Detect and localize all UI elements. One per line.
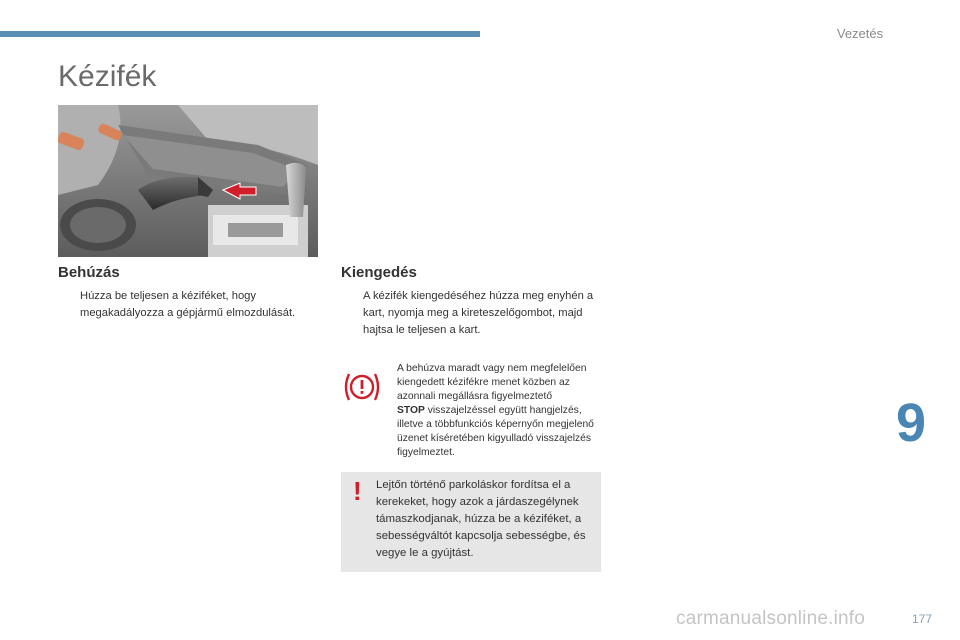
notice-text: Lejtőn történő parkoláskor fordítsa el a kerekeket, hogy azok a járdaszegélynek támaszkodjanak, húzza be a kéziféket, a sebességváltót kapcsolja sebességbe, és vegye le a gyújtást.: [376, 479, 586, 559]
notice-box: [341, 472, 601, 572]
kiengedes-bullet: [341, 288, 606, 339]
behuzas-bullet: [58, 288, 323, 322]
handbrake-photo: [58, 105, 318, 257]
warning-rest: visszajelzéssel együtt hangjelzés, illetve a többfunkciós képernyőn megjelenő üzenet kíséretében kigyulladó visszajelzés figyelmeztet.: [397, 405, 594, 458]
warning-intro: A behúzva maradt vagy nem megfelelően kiengedett kézifékre menet közben az azonnali megállásra figyelmeztető: [397, 363, 587, 402]
brake-warning-icon: [342, 370, 382, 404]
exclamation-icon: !: [353, 476, 362, 506]
chapter-number: 9: [896, 393, 927, 453]
section-label: Vezetés: [836, 26, 884, 41]
header-accent-bar: [0, 31, 480, 37]
watermark: carmanualsonline.info: [676, 608, 866, 629]
behuzas-heading: Behúzás: [58, 264, 120, 281]
kiengedes-text: A kézifék kiengedéséhez húzza meg enyhén a kart, nyomja meg a kireteszelőgombot, majd hajtsa le teljesen a kart.: [363, 290, 594, 336]
page-number: 177: [912, 612, 933, 626]
page-title: Kézifék: [58, 60, 157, 93]
warning-text: [397, 362, 605, 460]
warning-stop: STOP: [397, 405, 425, 416]
behuzas-text: Húzza be teljesen a kéziféket, hogy megakadályozza a gépjármű elmozdulását.: [80, 290, 296, 319]
kiengedes-heading: Kiengedés: [341, 264, 417, 281]
